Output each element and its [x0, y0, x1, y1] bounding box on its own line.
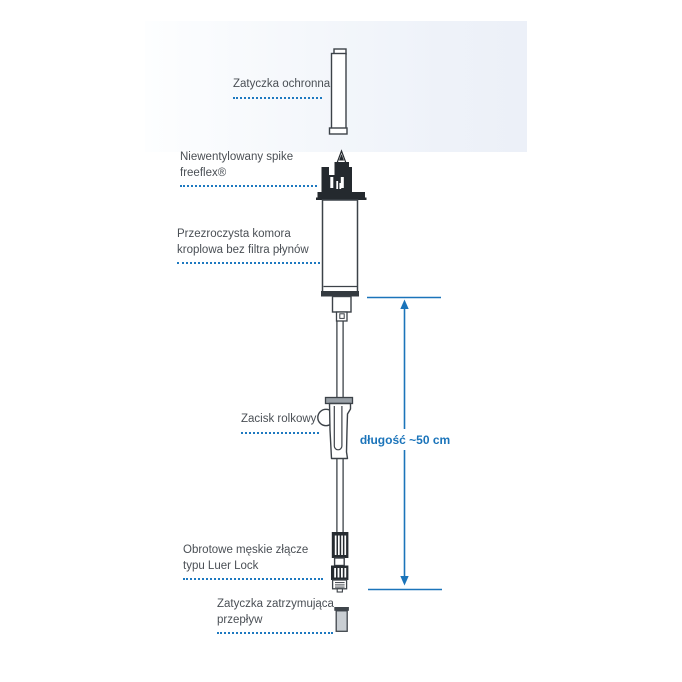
tubing-lower-line: [337, 459, 343, 533]
leader-line-luer-lock: [183, 578, 323, 580]
leader-line-flow-stop-cap: [217, 632, 333, 634]
spike-shape: [316, 151, 367, 200]
label-spike-text-line1: Niewentylowany spike: [180, 151, 294, 163]
drip-chamber-shape: [321, 200, 359, 321]
label-flow-stop-cap-text-line2: przepływ: [217, 613, 263, 626]
label-luer-lock-text-line2: typu Luer Lock: [183, 559, 259, 572]
leader-line-drip-chamber: [177, 262, 320, 264]
label-luer-lock-text-line1: Obrotowe męskie złącze: [183, 544, 309, 556]
label-roller-clamp-text: Zacisk rolkowy: [241, 413, 317, 425]
label-drip-chamber-text-line2: kroplowa bez filtra płynów: [177, 243, 309, 256]
leader-line-protective-cap: [233, 97, 322, 99]
label-flow-stop-cap-text-line1: Zatyczka zatrzymująca: [217, 598, 334, 610]
label-spike: [180, 150, 317, 187]
label-spike-text-line2: freeflex®: [180, 166, 227, 179]
protective-cap-shape: [330, 49, 348, 134]
label-flow-stop-cap: [217, 597, 333, 634]
label-luer-lock: [183, 543, 323, 580]
label-roller-clamp: [241, 412, 319, 434]
flow-stop-cap-shape: [334, 607, 349, 631]
length-dimension-label: długość ~50 cm: [359, 433, 451, 447]
label-protective-cap: [233, 77, 331, 99]
leader-line-roller-clamp: [241, 432, 319, 434]
label-drip-chamber: [177, 227, 320, 264]
leader-line-spike: [180, 185, 317, 187]
label-drip-chamber-text-line1: Przezroczysta komora: [177, 228, 291, 240]
label-protective-cap-text: Zatyczka ochronna: [233, 78, 331, 90]
tubing-upper-line: [337, 321, 343, 399]
roller-clamp-shape: [318, 398, 353, 459]
luer-lock-connector-shape: [331, 532, 348, 592]
